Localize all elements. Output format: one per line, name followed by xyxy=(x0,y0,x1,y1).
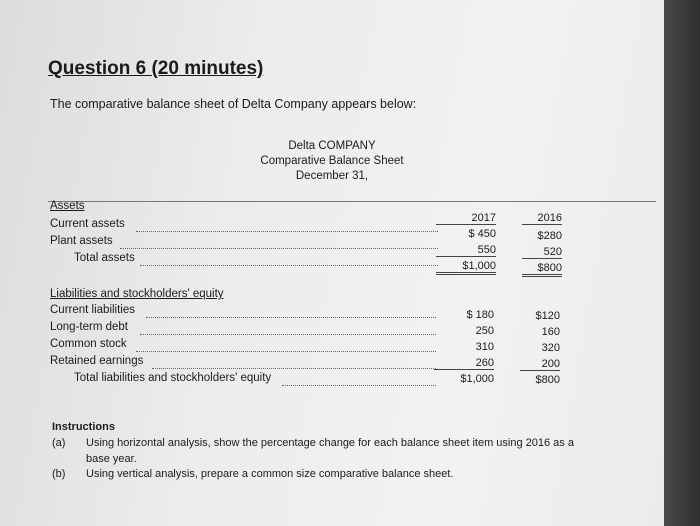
row-label-long-term-debt: Long-term debt xyxy=(50,321,128,333)
row-label-plant-assets: Plant assets xyxy=(50,235,113,247)
question-title: Question 6 (20 minutes) xyxy=(48,58,264,79)
company-name: Delta COMPANY xyxy=(288,140,376,152)
dot-leader xyxy=(152,368,436,369)
value-plant-assets-2017: 550 xyxy=(436,244,496,257)
value-current-liabilities-2017: $ 180 xyxy=(466,309,494,321)
instruction-a-line2: base year. xyxy=(86,453,137,465)
value-long-term-debt-2016: 160 xyxy=(541,326,560,338)
value-total-assets-2017: $1,000 xyxy=(436,260,496,275)
dot-leader xyxy=(140,334,436,335)
row-label-common-stock: Common stock xyxy=(50,338,127,350)
value-current-liabilities-2016: $120 xyxy=(535,310,560,322)
value-total-assets-2016: $800 xyxy=(522,262,562,277)
dot-leader xyxy=(136,231,438,232)
instruction-b-marker: (b) xyxy=(52,468,66,480)
column-header-2017: 2017 xyxy=(436,212,496,225)
value-current-assets-2017: $ 450 xyxy=(468,228,496,240)
column-header-2016: 2016 xyxy=(522,212,562,225)
dot-leader xyxy=(136,351,436,352)
value-long-term-debt-2017: 250 xyxy=(475,325,494,337)
value-total-liabilities-equity-2017: $1,000 xyxy=(460,373,494,385)
value-retained-earnings-2016: 200 xyxy=(520,358,560,371)
value-plant-assets-2016: 520 xyxy=(522,246,562,259)
row-label-total-assets: Total assets xyxy=(74,252,135,264)
liabilities-heading: Liabilities and stockholders' equity xyxy=(50,288,224,300)
dot-leader xyxy=(140,265,438,266)
instructions-heading: Instructions xyxy=(52,421,115,433)
value-common-stock-2017: 310 xyxy=(475,341,494,353)
statement-date: December 31, xyxy=(295,170,369,182)
row-label-current-assets: Current assets xyxy=(50,218,125,230)
dot-leader xyxy=(146,317,436,318)
row-label-total-liabilities-equity: Total liabilities and stockholders' equity xyxy=(74,372,272,384)
intro-text: The comparative balance sheet of Delta Company appears below: xyxy=(50,97,417,111)
value-total-liabilities-equity-2016: $800 xyxy=(535,374,560,386)
row-label-retained-earnings: Retained earnings xyxy=(50,355,144,367)
statement-name: Comparative Balance Sheet xyxy=(260,155,404,167)
value-retained-earnings-2017: 260 xyxy=(434,357,494,370)
dot-leader xyxy=(120,248,438,249)
value-common-stock-2016: 320 xyxy=(541,342,560,354)
header-rule xyxy=(48,201,656,202)
instruction-a-marker: (a) xyxy=(52,437,66,449)
instruction-a-line1: Using horizontal analysis, show the percentage change for each balance sheet item using 2016 as a xyxy=(86,437,574,449)
instruction-b-line1: Using vertical analysis, prepare a common size comparative balance sheet. xyxy=(86,468,454,480)
value-current-assets-2016: $280 xyxy=(537,230,562,242)
row-label-current-liabilities: Current liabilities xyxy=(50,304,136,316)
statement-header xyxy=(0,140,664,182)
dot-leader xyxy=(282,385,436,386)
assets-heading: Assets xyxy=(50,200,85,212)
background-edge xyxy=(664,0,700,526)
